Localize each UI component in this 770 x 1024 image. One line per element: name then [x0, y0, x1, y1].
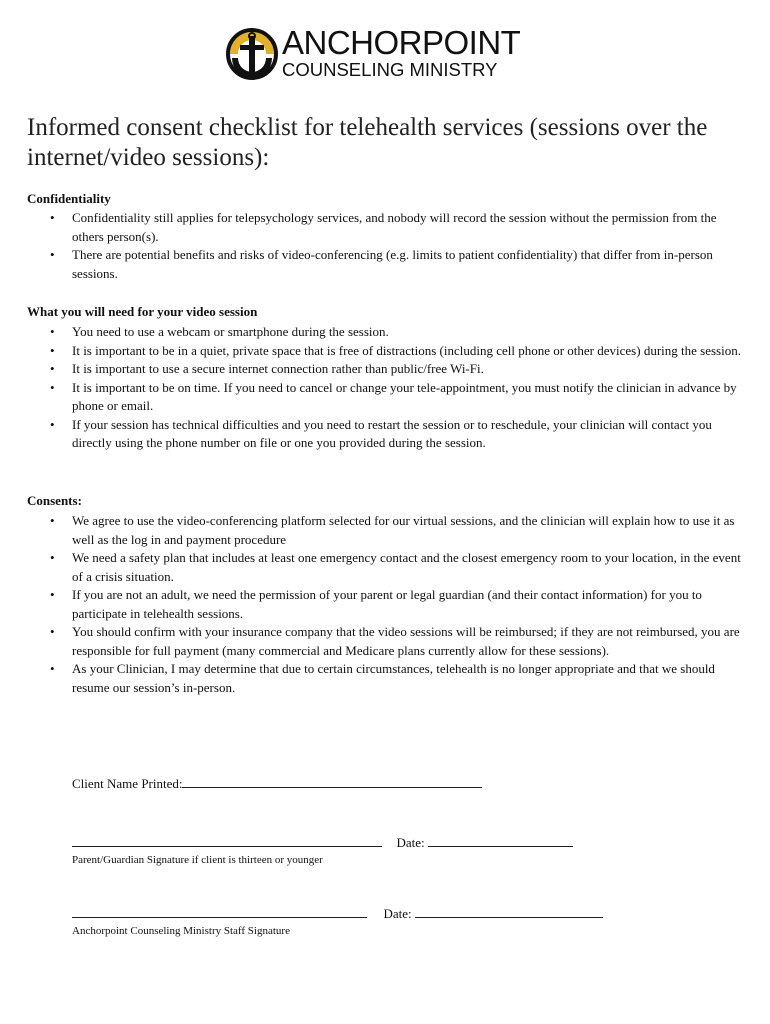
section-heading-video-session: What you will need for your video session: [27, 304, 258, 319]
list-item: • We need a safety plan that includes at least one emergency contact and the closest emergency room to your location, in the event of a crisis situation.: [50, 549, 745, 586]
client-name-row: [72, 774, 482, 792]
guardian-signature-row: [72, 833, 573, 851]
list-item: • You need to use a webcam or smartphone during the session.: [50, 323, 745, 342]
consents-list: [50, 512, 745, 697]
section-heading-consents: Consents:: [27, 493, 82, 508]
video-session-list: [50, 323, 745, 453]
list-item: • You should confirm with your insurance company that the video sessions will be reimbursed; if they are not reimbursed, you are responsible for full payment (many commercial and Medicare plans currently allow for these sessions).: [50, 623, 745, 660]
guardian-signature-caption: Parent/Guardian Signature if client is thirteen or younger: [72, 854, 323, 866]
section-heading-confidentiality: Confidentiality: [27, 191, 111, 206]
list-item: • It is important to use a secure internet connection rather than public/free Wi-Fi.: [50, 360, 745, 379]
client-name-input[interactable]: [182, 774, 482, 788]
list-item: • If your session has technical difficulties and you need to restart the session or to reschedule, your clinician will contact you directly using the phone number on file or one you provided during the session.: [50, 416, 745, 453]
staff-signature-input[interactable]: [72, 904, 367, 918]
guardian-date-label: Date:: [396, 835, 425, 850]
list-item: • It is important to be in a quiet, private space that is free of distractions (including cell phone or other devices) during the session.: [50, 342, 745, 361]
confidentiality-list: [50, 209, 745, 283]
anchor-cross-icon: [226, 28, 278, 80]
list-item: • There are potential benefits and risks of video-conferencing (e.g. limits to patient confidentiality) that differ from in-person sessions.: [50, 246, 745, 283]
list-item: • We agree to use the video-conferencing platform selected for our virtual sessions, and the clinician will explain how to use it as well as the log in and payment procedure: [50, 512, 745, 549]
staff-signature-row: [72, 904, 603, 922]
staff-date-label: Date:: [383, 906, 412, 921]
page-title: Informed consent checklist for telehealth services (sessions over the internet/video sessions):: [27, 114, 708, 171]
staff-signature-caption: Anchorpoint Counseling Ministry Staff Signature: [72, 925, 290, 937]
staff-date-input[interactable]: [415, 904, 603, 918]
org-name: ANCHORPOINT: [282, 24, 521, 61]
guardian-signature-input[interactable]: [72, 833, 382, 847]
list-item: • It is important to be on time. If you need to cancel or change your tele-appointment, you must notify the clinician in advance by phone or email.: [50, 379, 745, 416]
client-name-label: Client Name Printed:: [72, 776, 183, 791]
guardian-date-input[interactable]: [428, 833, 573, 847]
org-logo: [226, 26, 556, 82]
list-item: • If you are not an adult, we need the permission of your parent or legal guardian (and their contact information) for you to participate in telehealth sessions.: [50, 586, 745, 623]
org-subtitle: COUNSELING MINISTRY: [282, 59, 498, 80]
list-item: • As your Clinician, I may determine that due to certain circumstances, telehealth is no longer appropriate and that we should resume our session’s in-person.: [50, 660, 745, 697]
list-item: • Confidentiality still applies for telepsychology services, and nobody will record the session without the permission from the others person(s).: [50, 209, 745, 246]
